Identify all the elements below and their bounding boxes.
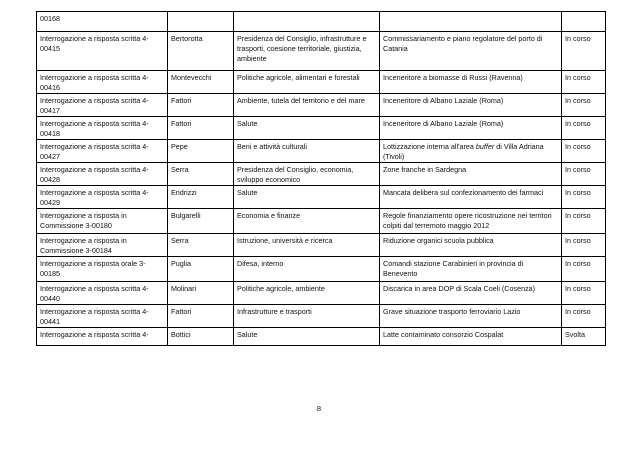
cell-tipo: Interrogazione a risposta scritta 4-00418 [37,117,168,140]
cell-ministero: Beni e attività culturali [234,140,380,163]
cell-ministero: Salute [234,328,380,346]
table-row [37,32,606,71]
cell-ministero: Economia e finanze [234,209,380,234]
cell-stato: In corso [562,140,606,163]
cell-presentatore: Bottici [168,328,234,346]
cell-oggetto-italic: buffer [475,142,495,151]
cell-stato: In corso [562,117,606,140]
cell-ministero: Presidenza del Consiglio, infrastrutture e trasporti, coesione territoriale, giustizia, ambiente [234,32,380,71]
cell-tipo: Interrogazione a risposta scritta 4-00417 [37,94,168,117]
cell-ministero: Salute [234,186,380,209]
cell-tipo: 00168 [37,12,168,32]
cell-tipo: Interrogazione a risposta scritta 4-00429 [37,186,168,209]
cell-presentatore: Molinari [168,282,234,305]
cell-tipo: Interrogazione a risposta scritta 4-00428 [37,163,168,186]
table-row [37,282,606,305]
cell-presentatore: Fattori [168,94,234,117]
cell-oggetto: Inceneritore a biomasse di Russi (Ravenna) [380,71,562,94]
cell-oggetto-text: Lottizzazione interna all'area [383,142,476,151]
cell-oggetto: Latte contaminato consorzio Cospalat [380,328,562,346]
cell-ministero: Ambiente, tutela del territorio e del mare [234,94,380,117]
cell-stato: In corso [562,257,606,282]
cell-tipo: Interrogazione a risposta orale 3-00185 [37,257,168,282]
cell-stato: In corso [562,94,606,117]
cell-stato: In corso [562,186,606,209]
cell-ministero: Politiche agricole, alimentari e forestali [234,71,380,94]
cell-stato: In corso [562,209,606,234]
cell-presentatore: Bulgarelli [168,209,234,234]
cell-presentatore [168,12,234,32]
cell-oggetto: Riduzione organici scuola pubblica [380,234,562,257]
table-row [37,328,606,346]
cell-stato: In corso [562,282,606,305]
cell-ministero: Presidenza del Consiglio, economia, sviluppo economico [234,163,380,186]
cell-tipo: Interrogazione a risposta scritta 4-00416 [37,71,168,94]
cell-presentatore: Pepe [168,140,234,163]
table-row [37,117,606,140]
cell-oggetto: Inceneritore di Albano Laziale (Roma) [380,117,562,140]
page-number: 8 [316,404,322,413]
table-row [37,94,606,117]
cell-stato: In corso [562,71,606,94]
table-row [37,305,606,328]
table-row [37,209,606,234]
cell-tipo: Interrogazione a risposta scritta 4-00440 [37,282,168,305]
cell-oggetto: Discarica in area DOP di Scala Coeli (Cosenza) [380,282,562,305]
table-row [37,71,606,94]
cell-stato: In corso [562,163,606,186]
cell-presentatore: Puglia [168,257,234,282]
table-row [37,12,606,32]
cell-oggetto: Comandi stazione Carabinieri in provincia di Benevento [380,257,562,282]
cell-tipo: Interrogazione a risposta scritta 4-00427 [37,140,168,163]
cell-oggetto: Commissariamento e piano regolatore del porto di Catania [380,32,562,71]
cell-presentatore: Montevecchi [168,71,234,94]
table-row [37,140,606,163]
cell-ministero: Difesa, interno [234,257,380,282]
interrogations-table [36,11,606,346]
cell-tipo: Interrogazione a risposta scritta 4-00415 [37,32,168,71]
cell-stato: In corso [562,305,606,328]
cell-stato: Svolta [562,328,606,346]
cell-tipo: Interrogazione a risposta in Commissione 3-00180 [37,209,168,234]
cell-stato: In corso [562,32,606,71]
table-row [37,186,606,209]
cell-oggetto: Grave situazione trasporto ferroviario Lazio [380,305,562,328]
cell-presentatore: Fattori [168,305,234,328]
cell-ministero: Istruzione, università e ricerca [234,234,380,257]
cell-ministero [234,12,380,32]
cell-presentatore: Endrizzi [168,186,234,209]
cell-presentatore: Serra [168,163,234,186]
cell-ministero: Salute [234,117,380,140]
cell-oggetto: Mancata delibera sul confezionamento dei farmaci [380,186,562,209]
cell-presentatore: Fattori [168,117,234,140]
cell-oggetto [380,12,562,32]
cell-oggetto: Zone franche in Sardegna [380,163,562,186]
cell-ministero: Politiche agricole, ambiente [234,282,380,305]
cell-oggetto: Regole finanziamento opere ricostruzione nei territori colpiti dal terremoto maggio 2012 [380,209,562,234]
cell-tipo: Interrogazione a risposta scritta 4-00441 [37,305,168,328]
cell-tipo: Interrogazione a risposta scritta 4- [37,328,168,346]
cell-presentatore: Bertorotta [168,32,234,71]
cell-ministero: Infrastrutture e trasporti [234,305,380,328]
cell-oggetto: Inceneritore di Albano Laziale (Roma) [380,94,562,117]
cell-stato [562,12,606,32]
table-row [37,163,606,186]
cell-oggetto [380,140,562,163]
table-row [37,257,606,282]
cell-tipo: Interrogazione a risposta in Commissione 3-00184 [37,234,168,257]
table-body [37,12,606,346]
table-row [37,234,606,257]
cell-stato: In corso [562,234,606,257]
cell-oggetto-text: di Villa Adriana (Tivoli) [383,142,544,161]
cell-presentatore: Serra [168,234,234,257]
